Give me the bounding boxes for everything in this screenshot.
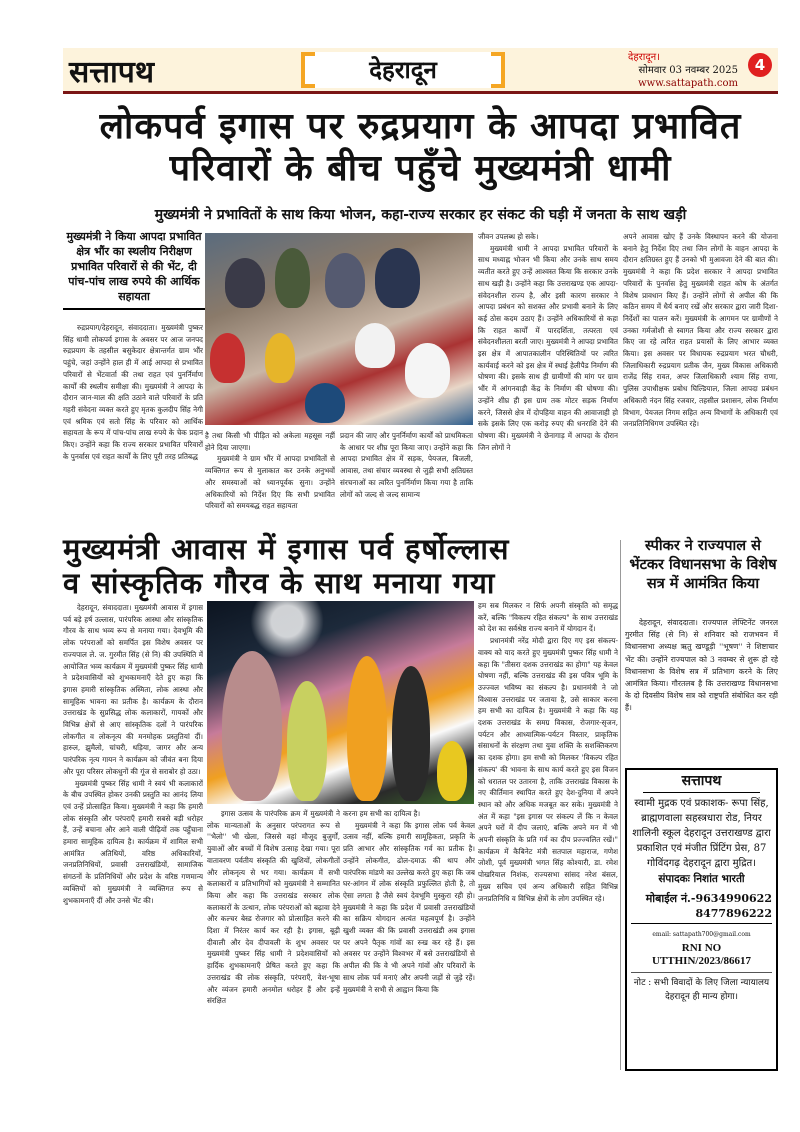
imprint-rni-number: UTTHIN/2023/86617 [651, 955, 751, 967]
column-divider [620, 540, 621, 1070]
second-column-2 [207, 808, 340, 1083]
lead-col4a-text: जीवन उपलब्ध हो सके। [478, 232, 539, 241]
page-number-badge: 4 [748, 53, 772, 77]
lead-column-3 [340, 430, 473, 527]
lead-column-2 [205, 430, 335, 527]
second-column-1 [63, 602, 203, 1082]
second-col2-text: इगास उत्सव के पारंपरिक क्रम में मुख्यमंत्री ने लोक मान्यताओं के अनुसार परंपरागत रूप से ''भैलो'' भी खेला, जिससे वहां मौजूद बुजुर्गों, युवाओं और बच्चों में विशेष उत्साह देखा गया। पूरा वातावरण पर्वतीय संस्कृति की खुशियों, लोकगीतों और लोकनृत्य से भर गया। कार्यक्रम में सभी कलाकारों व प्रतिभागियों को मुख्यमंत्री ने सम्मानित किया और कहा कि उत्तराखंड सरकार लोक कलाकारों के उत्थान, लोक परंपराओं को बढ़ावा देने और कल्चर बेस्ड रोजगार को प्रोत्साहित करने की दिशा में निरंतर कार्य कर रही है। इगास, बूढ़ी दीवाली और देव दीपावली के शुभ अवसर पर मुख्यमंत्री पुष्कर सिंह धामी ने प्रदेशवासियों को हार्दिक शुभकामनाएँ प्रेषित करते हुए कहा कि उत्तराखंड की लोक संस्कृति, परंपराएँ, वेश-भूषा और व्यंजन हमारी अनमोल धरोहर हैं और इन्हें संरक्षित [207, 809, 340, 1006]
issue-date: सोमवार 03 नवम्बर 2025 [638, 65, 738, 76]
second-column-4 [478, 600, 618, 1083]
imprint-box [625, 768, 778, 1071]
second-col3b-text: मुख्यमंत्री ने कहा कि इगास लोक पर्व केवल उत्सव नहीं, बल्कि हमारी सामूहिकता, प्रकृति के प्रति आभार और सांस्कृतिक गर्व का प्रतीक है। उन्होंने लोकगीत, ढोल-दमाऊ की थाप और पारंपरिक मांडणे का उल्लेख करते हुए कहा कि जब घर-आंगन में लोक संस्कृति प्रफुल्लित होती है, तो ऐसा लगता है जैसे स्वयं देवभूमि मुस्कुरा रही हो। मुख्यमंत्री ने कहा कि प्रदेश में प्रवासी उत्तराखंडियों का सक्रिय योगदान अत्यंत महत्वपूर्ण है। उन्होंने खुशी व्यक्त की कि प्रवासी उत्तराखंडी अब इगास पर अपने पैतृक गांवों का रुख कर रहे हैं। इस अवसर पर उन्होंने विश्वभर में बसे उत्तराखंडियों से अपील की कि वे भी अपने गांवों और परिवारों के साथ लोक पर्व मनाएं और अपनी जड़ों से जुड़े रहें। मुख्यमंत्री ने सभी से आह्वान किया कि [343, 820, 475, 994]
imprint-body: स्वामी मुद्रक एवं प्रकाशक- रूपा सिंह, ब्राह्मणवाला सहस्त्रधारा रोड, नियर शालिनी स्कूल देहरादून उत्तराखण्ड द्वारा प्रकाशित एवं मंजीत प्रिंटिंग प्रेस, 87 गोविंदगढ़ देहरादून द्वारा मुद्रित। [632, 798, 771, 869]
second-headline [63, 532, 623, 600]
second-column-3 [343, 808, 475, 1083]
imprint-mobile-2: 8477896222 [695, 907, 772, 920]
newspaper-title: सत्तापथ [69, 55, 154, 90]
second-photo [207, 601, 474, 804]
second-col1-text: देहरादून, संवाददाता। मुख्यमंत्री आवास में इगास पर्व बड़े हर्ष उल्लास, पारंपरिक आस्था और सांस्कृतिक गौरव के साथ भव्य रूप से मनाया गया। देवभूमि की लोक परंपराओं को समर्पित इस विशेष अवसर पर राज्यपाल ले. ज. गुरमीत सिंह (से नि) की उपस्थिति में आयोजित भव्य कार्यक्रम में मुख्यमंत्री पुष्कर सिंह धामी ने प्रदेशवासियों को शुभकामनाएँ देते हुए कहा कि इगास हमारी सांस्कृतिक अस्मिता, लोक आस्था और सामूहिक भावना का प्रतीक है। कार्यक्रम के दौरान उत्तराखंड के सुप्रसिद्ध लोक कलाकारों, गायकों और विभिन्न क्षेत्रों से आए सांस्कृतिक दलों ने पारंपरिक लोकगीत व लोकनृत्य की मनमोहक प्रस्तुतियां दीं। हारुल, झुमैलो, चांचरी, थड़िया, जागर और अन्य पारंपरिक नृत्य गायन ने कार्यक्रम को जीवंत बना दिया और पूरा परिसर लोकधुनों की गूंज से सराबोर हो उठा। [63, 603, 203, 776]
imprint-title: सत्तापथ [643, 774, 760, 793]
lead-col2a-text: है तथा किसी भी पीड़ित को अकेला महसूस नहीं होने दिया जाएगा। [205, 431, 335, 452]
imprint-email[interactable]: email: sattapath700@gmail.com [652, 931, 751, 938]
imprint-mobile [631, 891, 772, 924]
lead-col3-text: प्रदान की जाए और पुनर्निर्माण कार्यों को प्राथमिकता के आधार पर शीघ्र पूरा किया जाए। उन्होंने कहा कि आपदा प्रभावित क्षेत्र में सड़क, पेयजल, बिजली, आवास, तथा संचार व्यवस्था से जुड़ी सभी क्षतिग्रस्त संरचनाओं का त्वरित पुनर्निर्माण किया गया है ताकि लोगों को जल्द से जल्द सामान्य [340, 431, 473, 499]
lead-column-4 [478, 231, 618, 527]
lead-col4b-text: मुख्यमंत्री धामी ने आपदा प्रभावित परिवारों के साथ मध्याह्न भोजन भी किया और उनके साथ समय व्यतीत करते हुए उन्हें आश्वस्त किया कि सरकार उनके साथ खड़ी है। उन्होंने कहा कि उत्तराखण्ड एक आपदा-संवेदनशील राज्य है, और इसी कारण सरकार ने आपदा प्रबंधन को सशक्त और प्रभावी बनाने के लिए कई ठोस कदम उठाए हैं। उन्होंने अधिकारियों से कहा कि राहत कार्यों में पारदर्शिता, तत्परता एवं संवेदनशीलता बरती जाए। मुख्यमंत्री ने आपदा प्रभावित इस क्षेत्र में आपातकालीन परिस्थितियों पर त्वरित कार्यवाई करने को इस क्षेत्र में स्थाई हेलीपैड निर्माण की घोषणा की। इसके साथ ही ग्रामीणों की मांग पर ग्राम भौंर में आंगनवाड़ी केंद्र के निर्माण की घोषणा की। उन्होंने शीघ्र ही इस ग्राम तक मोटर सड़क निर्माण करने, जिससे क्षेत्र में दोपहिया वाहन की आवाजाही हो सके इसके लिए एक करोड़ रुपए की धनराशि देने की घोषणा की। मुख्यमंत्री ने छेनागाड़ में आपदा के दौरान जिन लोगों ने [478, 243, 618, 452]
lead-headline-line1: लोकपर्व इगास पर रुद्रप्रयाग के आपदा प्रभावित [99, 106, 742, 147]
lead-col2b-text: मुख्यमंत्री ने ग्राम भौंर में आपदा प्रभावितों से व्यक्तिगत रूप से मुलाकात कर उनके अनुभवों और समस्याओं को ध्यानपूर्वक सुना। उन्होंने अधिकारियों को निर्देश दिए कि सभी प्रभावित परिवारों को समयबद्ध राहत सहायता [205, 454, 335, 511]
lead-col5-text: अपने आवास खोए हैं उनके विस्थापन करने की योजना बनाने हेतु निर्देश दिए तथा जिन लोगों के वाहन आपदा के दौरान क्षतिग्रस्त हुए हैं उनको भी मुआवजा देने की बात की। मुख्यमंत्री ने कहा कि प्रदेश सरकार ने आपदा प्रभावित परिवारों के पुनर्वास हेतु मुख्यमंत्री राहत कोष के अंतर्गत विशेष प्रावधान किए हैं। उन्होंने लोगों से अपील की कि कठिन समय में धैर्य बनाए रखें और सरकार द्वारा जारी दिशा-निर्देशों का पालन करें। मुख्यमंत्री के आगमन पर ग्रामीणों ने उनका गर्मजोशी से स्वागत किया और राज्य सरकार द्वारा किए जा रहे त्वरित राहत प्रयासों के लिए आभार व्यक्त किया। इस अवसर पर विधायक रुद्रप्रयाग भरत चौधरी, जिलाधिकारी रुद्रप्रयाग प्रतीक जैन, मुख्य विकास अधिकारी राजेंद्र सिंह रावत, अपर जिलाधिकारी श्याम सिंह राणा, पुलिस उपाधीक्षक प्रबोध घिल्डियाल, जिला आपदा प्रबंधन अधिकारी नंदन सिंह रजवार, तहसील प्रशासन, लोक निर्माण विभाग, पेयजल निगम सहित अन्य विभागों के अधिकारी एवं जनप्रतिनिधिगण उपस्थित रहे। [623, 232, 778, 429]
imprint-rni-label: RNI NO [681, 942, 722, 954]
second-col3-text: करना हम सभी का दायित्व है। [343, 809, 421, 818]
lead-headline [63, 106, 778, 190]
imprint-mobile-1: मोबाईल नं.-9634990622 [645, 892, 772, 905]
lead-column-5 [623, 231, 778, 527]
lead-col1-text: रुद्रप्रयाग/देहरादून, संवाददाता। मुख्यमंत्री पुष्कर सिंह धामी लोकपर्व इगास के अवसर पर आज जनपद रुद्रप्रयाग के तहसील बसुकेदार क्षेत्रान्तर्गत ग्राम भौंर पहुंचे, जहां उन्होंने हाल ही में आई आपदा से प्रभावित परिवारों से भेंटवार्ता की तथा राहत एवं पुनर्निर्माण कार्यों की स्थलीय समीक्षा की। मुख्यमंत्री ने आपदा के दौरान जान-माल की क्षति उठाने वाले परिवारों के प्रति गहरी संवेदना व्यक्त करते हुए मृतक कुलदीप सिंह नेगी एवं श्रमिक एवं सतो सिंह के परिवार को आर्थिक सहायता के रूप में पांच-पांच लाख रुपये के चेक प्रदान किए। उन्होंने कहा कि राज्य सरकार प्रभावित परिवारों के पुनर्वास एवं राहत कार्यों के लिए पूरी तरह प्रतिबद्ध [63, 323, 203, 461]
lead-column-1 [63, 322, 203, 527]
imprint-note: नोट : सभी विवादों के लिए जिला न्यायालय देहरादून ही मान्य होगा। [633, 978, 770, 1002]
website-link[interactable]: www.sattapath.com [638, 78, 738, 89]
edition-box [301, 52, 505, 88]
second-col1b-text: मुख्यमंत्री पुष्कर सिंह धामी ने स्वयं भी कलाकारों के बीच उपस्थित होकर उनकी प्रस्तुति का आनंद लिया एवं उन्हें प्रोत्साहित किया। मुख्यमंत्री ने कहा कि हमारी लोक संस्कृति और परंपराएँ हमारी सबसे बड़ी धरोहर हैं, उन्हें बचाना और आने वाली पीढ़ियों तक पहुँचाना हमारा सामूहिक दायित्व है। कार्यक्रम में शामिल सभी आमंत्रित अतिथियों, वरिष्ठ अधिकारियों, जनप्रतिनिधियों, प्रवासी उत्तराखंडियों, सामाजिक संगठनों के प्रतिनिधियों और प्रदेश के वरिष्ठ गणमान्य व्यक्तियों को मुख्यमंत्री ने व्यक्तिगत रूप से शुभकामनाएँ दीं और उनसे भेंट की। [63, 778, 203, 905]
third-body [625, 617, 778, 757]
second-col4b-text: प्रधानमंत्री नरेंद्र मोदी द्वारा दिए गए इस संकल्प-वाक्य को याद करते हुए मुख्यमंत्री पुष्कर सिंह धामी ने कहा कि "तीसरा दशक उत्तराखंड का होगा" यह केवल घोषणा नहीं, बल्कि उत्तराखंड की इस पवित्र भूमि के उज्ज्वल भविष्य का संकल्प है। प्रधानमंत्री ने जो विश्वास उत्तराखंड पर जताया है, उसे साकार करना हम सभी का दायित्व है। मुख्यमंत्री ने कहा कि यह दशक उत्तराखंड के समग्र विकास, रोजगार-सृजन, पर्यटन और आध्यात्मिक-पर्यटन विस्तार, प्राकृतिक संसाधनों के संरक्षण तथा युवा शक्ति के सशक्तिकरण का दशक होगा। हम सभी को मिलकर 'विकल्प रहित संकल्प' की भावना के साथ कार्य करते हुए इस विजन को धरातल पर उतारना है, ताकि उत्तराखंड विकास के नए कीर्तिमान स्थापित करते हुए देश-दुनिया में अपने स्थान को और अधिक मजबूत कर सके। मुख्यमंत्री ने अंत में कहा "इस इगास पर संकल्प लें कि न केवल अपने घरों में दीप जलाएं, बल्कि अपने मन में भी अपनी संस्कृति के प्रति गर्व का दीप प्रज्ज्वलित रखें।" कार्यक्रम में कैबिनेट मंत्री सतपाल महाराज, गणेश जोशी, पूर्व मुख्यमंत्री भगत सिंह कोश्यारी, डा. रमेश पोखरियाल निशंक, राज्यसभा सांसद नरेश बंसल, मुख्य सचिव एवं अन्य अधिकारी सहित विभिन्न जनप्रतिनिधि व विभिन्न क्षेत्रों के लोग उपस्थित रहे। [478, 636, 618, 903]
bracket-left-icon [301, 52, 315, 88]
lead-photo [205, 233, 473, 425]
imprint-rni [631, 942, 772, 973]
second-headline-line1: मुख्यमंत्री आवास में इगास पर्व हर्षोल्लास [63, 532, 510, 566]
second-headline-line2: व सांस्कृतिक गौरव के साथ मनाया गया [63, 566, 496, 600]
third-headline: स्पीकर ने राज्यपाल से भेंटकर विधानसभा के विशेष सत्र में आमंत्रित किया [629, 537, 777, 592]
date-block [628, 51, 738, 90]
date-city: देहरादून। [628, 52, 660, 63]
lead-side-heading: मुख्यमंत्री ने किया आपदा प्रभावित क्षेत्र भौंर का स्थलीय निरीक्षण प्रभावित परिवारों से की भेंट, दी पांच-पांच लाख रुपये की आर्थिक सहायता [63, 229, 205, 310]
second-col4-text: हम सब मिलकर न सिर्फ अपनी संस्कृति को समृद्ध करें, बल्कि "विकल्प रहित संकल्प" के साथ उत्तराखंड को देश का सर्वश्रेष्ठ राज्य बनाने में योगदान दें। [478, 601, 618, 634]
lead-headline-line2: परिवारों के बीच पहुँचे मुख्यमंत्री धामी [169, 148, 672, 189]
edition-name: देहरादून [369, 56, 437, 84]
lead-subheadline: मुख्यमंत्री ने प्रभावितों के साथ किया भोजन, कहा-राज्य सरकार हर संकट की घड़ी में जनता के साथ खड़ी [154, 207, 687, 223]
third-body-text: देहरादून, संवाददाता। राज्यपाल लेफ्टिनेंट जनरल गुरमीत सिंह (से नि) से शनिवार को राजभवन में विधानसभा अध्यक्ष ऋतु खण्डूड़ी ''भूषण'' ने शिष्टाचार भेंट की। उन्होंने राज्यपाल को 3 नवम्बर से शुरू हो रहे विधानसभा के विशेष सत्र में प्रतिभाग करने के लिए आमंत्रित किया। गौरतलब है कि उत्तराखण्ड विधानसभा के दो दिवसीय विशेष सत्र को राष्ट्रपति संबोधित कर रही हैं। [625, 618, 778, 713]
imprint-editor: संपादकः निशांत भारती [658, 873, 745, 885]
bracket-right-icon [491, 52, 505, 88]
masthead [63, 48, 778, 94]
